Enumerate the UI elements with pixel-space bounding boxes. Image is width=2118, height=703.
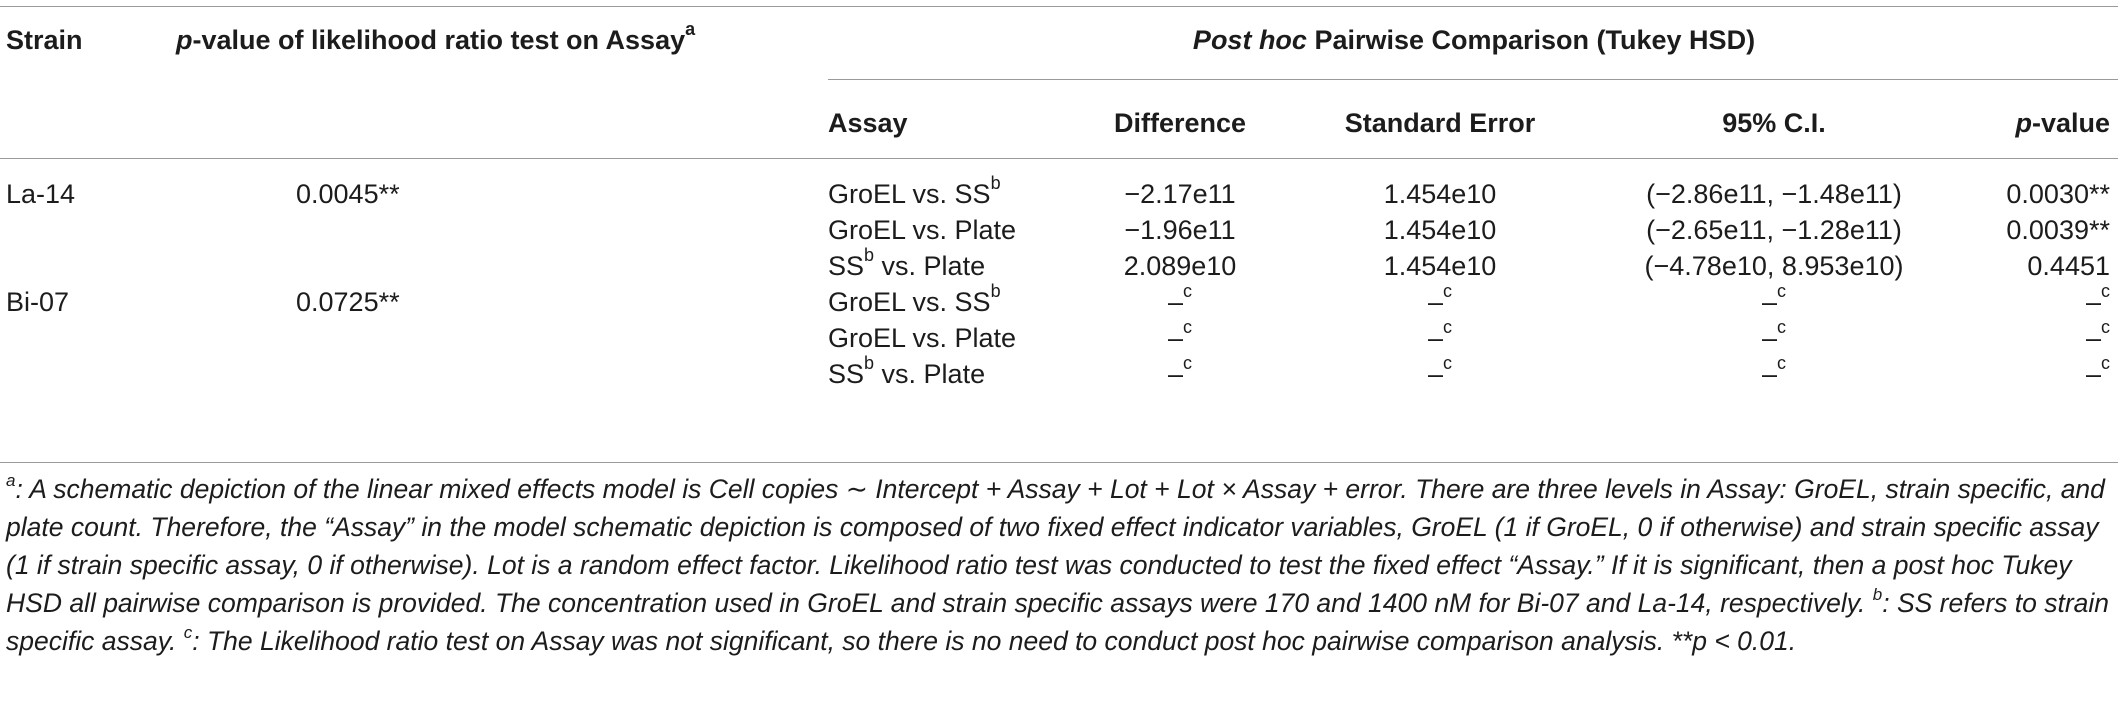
difference-value: −2.17e11 bbox=[1124, 179, 1236, 209]
header-bottom-rule bbox=[0, 158, 2118, 159]
header-posthoc-italic: Post hoc bbox=[1192, 25, 1307, 55]
se-value: 1.454e10 bbox=[1383, 251, 1497, 281]
difference-value: – bbox=[1167, 359, 1184, 389]
cell-se bbox=[1384, 178, 1497, 210]
cell-assay bbox=[828, 353, 986, 390]
cell-se bbox=[1427, 281, 1453, 318]
difference-value: 2.089e10 bbox=[1123, 251, 1237, 281]
cell-p bbox=[2027, 250, 2110, 282]
ci-value: (−4.78e10, 8.953e10) bbox=[1644, 251, 1904, 281]
cell-assay bbox=[828, 281, 1001, 318]
cell-assay bbox=[828, 245, 986, 282]
footnote-b-mark: b bbox=[1872, 585, 1883, 605]
header-difference: Difference bbox=[1113, 108, 1247, 138]
cell-strain: Bi-07 bbox=[6, 287, 70, 317]
ci-value: (−2.65e11, −1.28e11) bbox=[1646, 215, 1902, 245]
dash-sup: c bbox=[1443, 317, 1453, 337]
header-p-rest: -value bbox=[2031, 108, 2110, 138]
ci-value: – bbox=[1761, 359, 1778, 389]
header-assay: Assay bbox=[828, 108, 908, 138]
dash-sup: c bbox=[1183, 353, 1193, 373]
cell-strain: La-14 bbox=[6, 179, 76, 209]
header-lrt-sup: a bbox=[685, 19, 696, 39]
header-lrt-p: p bbox=[176, 25, 193, 55]
p-value: 0.0030** bbox=[2006, 179, 2110, 209]
cell-lrt-pvalue: 0.0045** bbox=[296, 179, 400, 209]
cell-difference bbox=[1124, 250, 1237, 282]
header-ci: 95% C.I. bbox=[1722, 108, 1826, 138]
header-std-error: Standard Error bbox=[1344, 108, 1536, 138]
footnote-c-mark: c bbox=[183, 623, 193, 643]
dash-sup: c bbox=[1443, 353, 1453, 373]
cell-difference bbox=[1124, 214, 1235, 246]
cell-difference bbox=[1167, 317, 1193, 354]
cell-p bbox=[2085, 353, 2110, 390]
p-value: – bbox=[2085, 359, 2101, 389]
ci-value: – bbox=[1761, 323, 1778, 353]
cell-assay bbox=[828, 214, 1016, 246]
difference-value: – bbox=[1167, 323, 1184, 353]
table-bottom-rule bbox=[0, 462, 2118, 463]
dash-sup: c bbox=[1443, 281, 1453, 301]
cell-difference bbox=[1167, 353, 1193, 390]
cell-difference bbox=[1167, 281, 1193, 318]
table-top-rule bbox=[0, 6, 2118, 7]
p-value: 0.4451 bbox=[2027, 251, 2110, 281]
header-p-italic: p bbox=[2015, 108, 2032, 138]
cell-difference bbox=[1124, 178, 1235, 210]
assay-text: SS bbox=[828, 359, 865, 389]
assay-sup: b bbox=[990, 281, 1001, 301]
ci-value: – bbox=[1761, 287, 1778, 317]
cell-se bbox=[1427, 317, 1453, 354]
cell-p bbox=[2085, 317, 2110, 354]
p-value: – bbox=[2085, 323, 2101, 353]
assay-text: GroEL vs. Plate bbox=[828, 215, 1017, 245]
cell-ci bbox=[1761, 317, 1787, 354]
ci-value: (−2.86e11, −1.48e11) bbox=[1646, 179, 1902, 209]
table-footnote bbox=[6, 470, 2110, 660]
header-strain: Strain bbox=[6, 25, 83, 55]
se-value: 1.454e10 bbox=[1383, 179, 1497, 209]
dash-sup: c bbox=[2101, 317, 2110, 337]
cell-ci bbox=[1646, 178, 1902, 210]
cell-lrt-pvalue: 0.0725** bbox=[296, 287, 400, 317]
se-value: 1.454e10 bbox=[1383, 215, 1497, 245]
assay-text: SS bbox=[828, 251, 865, 281]
cell-ci bbox=[1646, 214, 1902, 246]
cell-p bbox=[2085, 281, 2110, 318]
footnote-a-text: : A schematic depiction of the linear mixed effects model is Cell copies ∼ Intercept + Assay + Lot + Lot × Assay + error. There are three levels in Assay: GroEL, strain specific, and plate count. Therefore, the “Assay” in the model schematic depiction is composed of two fixed effect indicator variables, GroEL (1 if GroEL, 0 if otherwise) and strain specific assay (1 if strain specific assay, 0 if otherwise). Lot is a random effect factor. Likelihood ratio test was conducted to test the fixed effect “Assay.” If it is significant, then a post hoc Tukey HSD all pairwise comparison is provided. The concentration used in GroEL and strain specific assays were 170 and 1400 nM for Bi-07 and La-14, respectively. bbox=[6, 474, 2105, 618]
dash-sup: c bbox=[1777, 317, 1787, 337]
header-lrt-rest: -value of likelihood ratio test on Assay bbox=[192, 25, 686, 55]
assay-text-post: vs. Plate bbox=[874, 359, 986, 389]
cell-se bbox=[1384, 214, 1497, 246]
se-value: – bbox=[1427, 287, 1444, 317]
posthoc-span-rule bbox=[828, 79, 2118, 80]
assay-text: GroEL vs. Plate bbox=[828, 323, 1017, 353]
assay-text: GroEL vs. SS bbox=[828, 287, 991, 317]
dash-sup: c bbox=[2101, 353, 2110, 373]
p-value: – bbox=[2085, 287, 2101, 317]
se-value: – bbox=[1427, 359, 1444, 389]
difference-value: −1.96e11 bbox=[1124, 215, 1236, 245]
assay-sup: b bbox=[864, 245, 875, 265]
cell-se bbox=[1427, 353, 1453, 390]
dash-sup: c bbox=[1777, 281, 1787, 301]
assay-text-post: vs. Plate bbox=[874, 251, 986, 281]
cell-se bbox=[1384, 250, 1497, 282]
difference-value: – bbox=[1167, 287, 1184, 317]
footnote-c-text: : The Likelihood ratio test on Assay was not significant, so there is no need to conduct post hoc pairwise comparison analysis. **p < 0.01. bbox=[192, 626, 1797, 656]
header-posthoc bbox=[1193, 24, 1755, 56]
cell-p bbox=[2006, 178, 2110, 210]
cell-p bbox=[2006, 214, 2110, 246]
cell-assay bbox=[828, 322, 1016, 354]
cell-ci bbox=[1645, 250, 1904, 282]
dash-sup: c bbox=[1777, 353, 1787, 373]
footnote-b-text: : SS refers to strain specific assay. bbox=[6, 588, 2110, 656]
se-value: – bbox=[1427, 323, 1444, 353]
assay-sup: b bbox=[990, 173, 1001, 193]
header-pvalue bbox=[2015, 107, 2110, 139]
cell-ci bbox=[1761, 353, 1787, 390]
header-posthoc-rest: Pairwise Comparison (Tukey HSD) bbox=[1306, 25, 1756, 55]
header-lrt-pvalue bbox=[176, 19, 696, 56]
footnote-a-mark: a bbox=[6, 471, 16, 491]
dash-sup: c bbox=[1183, 281, 1193, 301]
dash-sup: c bbox=[1183, 317, 1193, 337]
cell-assay bbox=[828, 173, 1001, 210]
dash-sup: c bbox=[2101, 281, 2110, 301]
p-value: 0.0039** bbox=[2006, 215, 2110, 245]
cell-ci bbox=[1761, 281, 1787, 318]
assay-sup: b bbox=[864, 353, 875, 373]
assay-text: GroEL vs. SS bbox=[828, 179, 991, 209]
